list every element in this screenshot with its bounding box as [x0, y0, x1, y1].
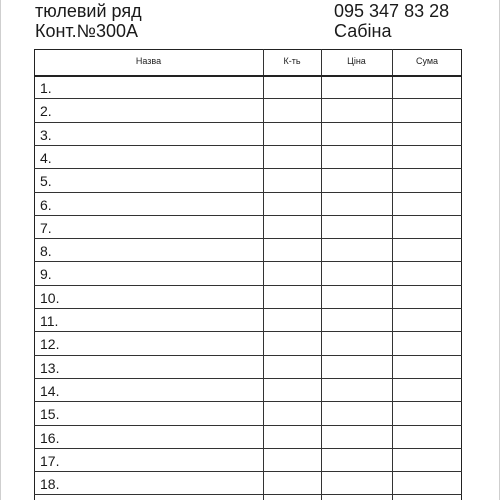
column-divider	[263, 49, 264, 500]
seller-row-label: тюлевий ряд	[35, 1, 142, 21]
table-row-divider	[34, 168, 462, 169]
table-row-number: 11.	[40, 313, 59, 329]
table-row-number: 4.	[40, 149, 52, 166]
table-row-number: 10.	[40, 289, 60, 306]
table-row-divider	[34, 308, 462, 309]
table-row-number: 5.	[40, 173, 52, 190]
items-table	[34, 49, 462, 500]
table-row-number: 2.	[40, 103, 52, 120]
table-row-divider	[34, 215, 462, 216]
seller-container-number: Конт.№300А	[35, 21, 139, 41]
table-row-number: 15.	[40, 406, 60, 423]
table-row-number: 14.	[40, 382, 60, 399]
table-row-divider	[34, 238, 462, 239]
table-row-divider	[34, 355, 462, 356]
table-row-divider	[34, 285, 462, 286]
table-row-number: 16.	[40, 429, 60, 446]
table-row-divider	[34, 122, 462, 123]
table-row-divider	[34, 261, 462, 262]
table-row-number: 12.	[40, 336, 60, 353]
table-row-divider	[34, 331, 462, 332]
column-divider	[321, 49, 322, 500]
table-row-divider	[34, 494, 462, 495]
table-row-divider	[34, 145, 462, 146]
table-row-divider	[34, 471, 462, 472]
seller-phone: 095 347 83 28	[334, 1, 450, 21]
table-row-divider	[34, 401, 462, 402]
table-row-number: 13.	[40, 359, 60, 376]
table-row-number: 1.	[40, 80, 52, 96]
column-header: Назва	[135, 56, 162, 66]
table-row-number: 18.	[40, 476, 60, 493]
table-row-divider	[34, 448, 462, 449]
table-row-number: 6.	[40, 196, 52, 213]
seller-name: Сабіна	[334, 21, 392, 41]
column-header: Сума	[415, 56, 439, 66]
table-row-divider	[34, 378, 462, 379]
table-row-divider	[34, 192, 462, 193]
column-header: Ціна	[347, 56, 366, 66]
table-row-divider	[34, 98, 462, 99]
column-divider	[392, 49, 393, 500]
table-row-divider	[34, 425, 462, 426]
table-row-number: 17.	[40, 452, 60, 469]
table-row-number: 3.	[40, 126, 52, 143]
table-row-number: 8.	[40, 243, 52, 260]
column-header: К-ть	[283, 56, 301, 66]
table-row-number: 9.	[40, 266, 52, 283]
table-row-number: 7.	[40, 219, 52, 236]
sheet-left-edge	[0, 0, 1, 500]
header-divider	[34, 75, 462, 77]
